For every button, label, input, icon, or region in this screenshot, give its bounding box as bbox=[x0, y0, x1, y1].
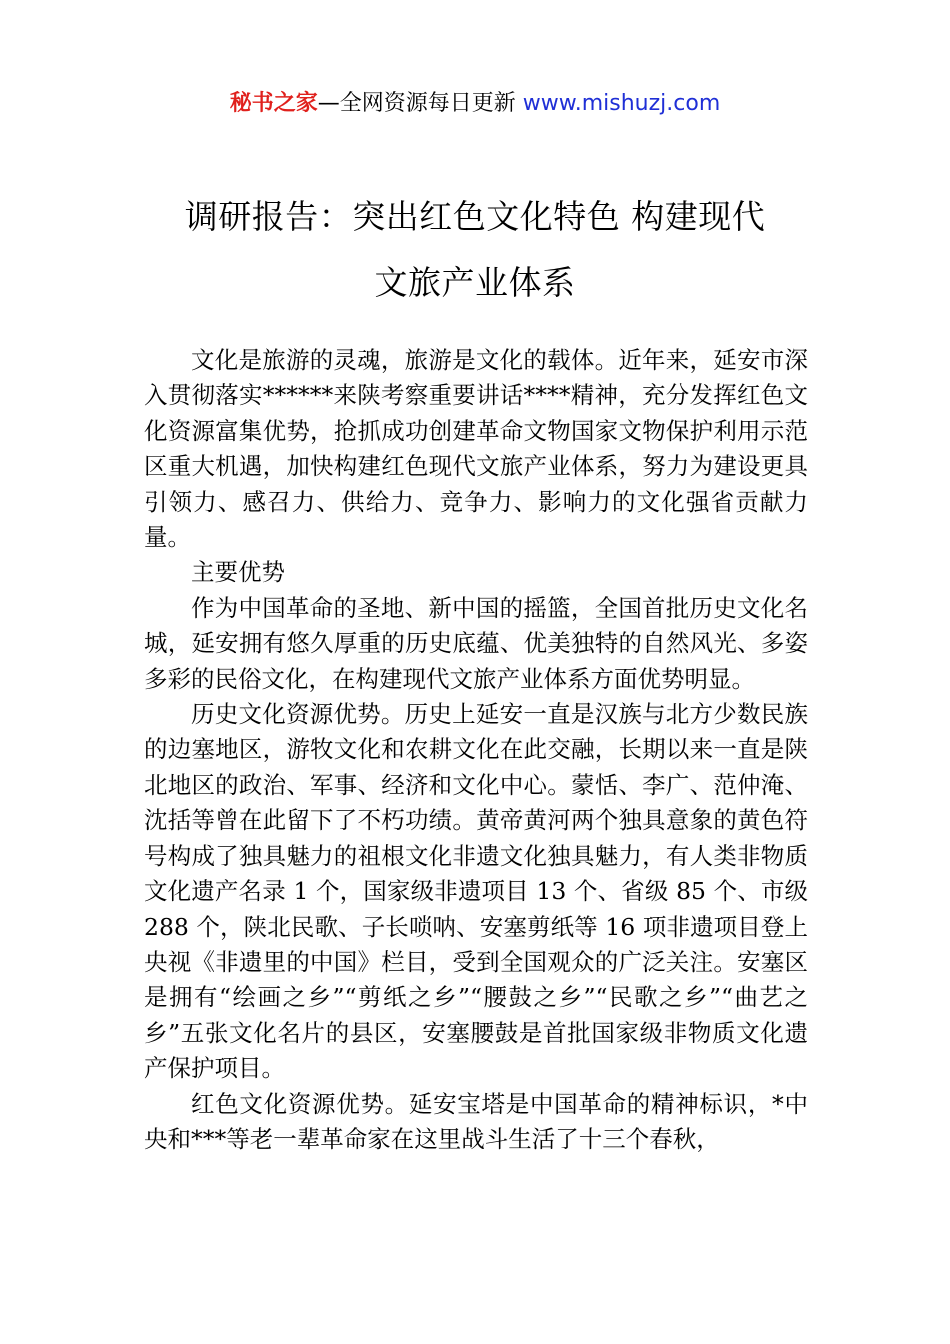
document-title bbox=[100, 184, 850, 316]
document-body bbox=[144, 343, 808, 1157]
site-header bbox=[0, 88, 950, 120]
section-heading-main-advantages: 主要优势 bbox=[191, 558, 285, 587]
paragraph-historical-resources: 历史文化资源优势。历史上延安一直是汉族与北方少数民族的边塞地区，游牧文化和农耕文化在此交融，长期以来一直是陕北地区的政治、军事、经济和文化中心。蒙恬、李广、范仲淹、沈括等曾在此留下了不朽功绩。黄帝黄河两个独具意象的黄色符号构成了独具魅力的祖根文化非遗文化独具魅力，有人类非物质文化遗产名录 1 个，国家级非遗项目 13 个、省级 85 个、市级 288 个，陕北民歌、子长唢呐、安塞剪纸等 16 项非遗项目登上央视《非遗里的中国》栏目，受到全国观众的广泛关注。安塞区是拥有“绘画之乡”“剪纸之乡”“腰鼓之乡”“民歌之乡”“曲艺之乡”五张文化名片的县区，安塞腰鼓是首批国家级非物质文化遗产保护项目。 bbox=[144, 700, 808, 1083]
site-tagline: —全网资源每日更新 bbox=[317, 91, 523, 116]
paragraph-overview: 作为中国革命的圣地、新中国的摇篮，全国首批历史文化名城，延安拥有悠久厚重的历史底蕴、优美独特的自然风光、多姿多彩的民俗文化，在构建现代文旅产业体系方面优势明显。 bbox=[144, 593, 808, 693]
paragraph-intro: 文化是旅游的灵魂，旅游是文化的载体。近年来，延安市深入贯彻落实******来陕考察重要讲话****精神，充分发挥红色文化资源富集优势，抢抓成功创建革命文物国家文物保护利用示范区重大机遇，加快构建红色现代文旅产业体系，努力为建设更具引领力、感召力、供给力、竞争力、影响力的文化强省贡献力量。 bbox=[144, 346, 808, 552]
site-url-link[interactable]: www.mishuzj.com bbox=[522, 91, 721, 116]
site-brand: 秘书之家 bbox=[229, 91, 318, 116]
title-line-2: 文旅产业体系 bbox=[374, 263, 576, 302]
title-line-1: 调研报告：突出红色文化特色 构建现代 bbox=[184, 197, 766, 236]
paragraph-red-culture-resources: 红色文化资源优势。延安宝塔是中国革命的精神标识，*中央和***等老一辈革命家在这里战斗生活了十三个春秋， bbox=[144, 1089, 808, 1153]
